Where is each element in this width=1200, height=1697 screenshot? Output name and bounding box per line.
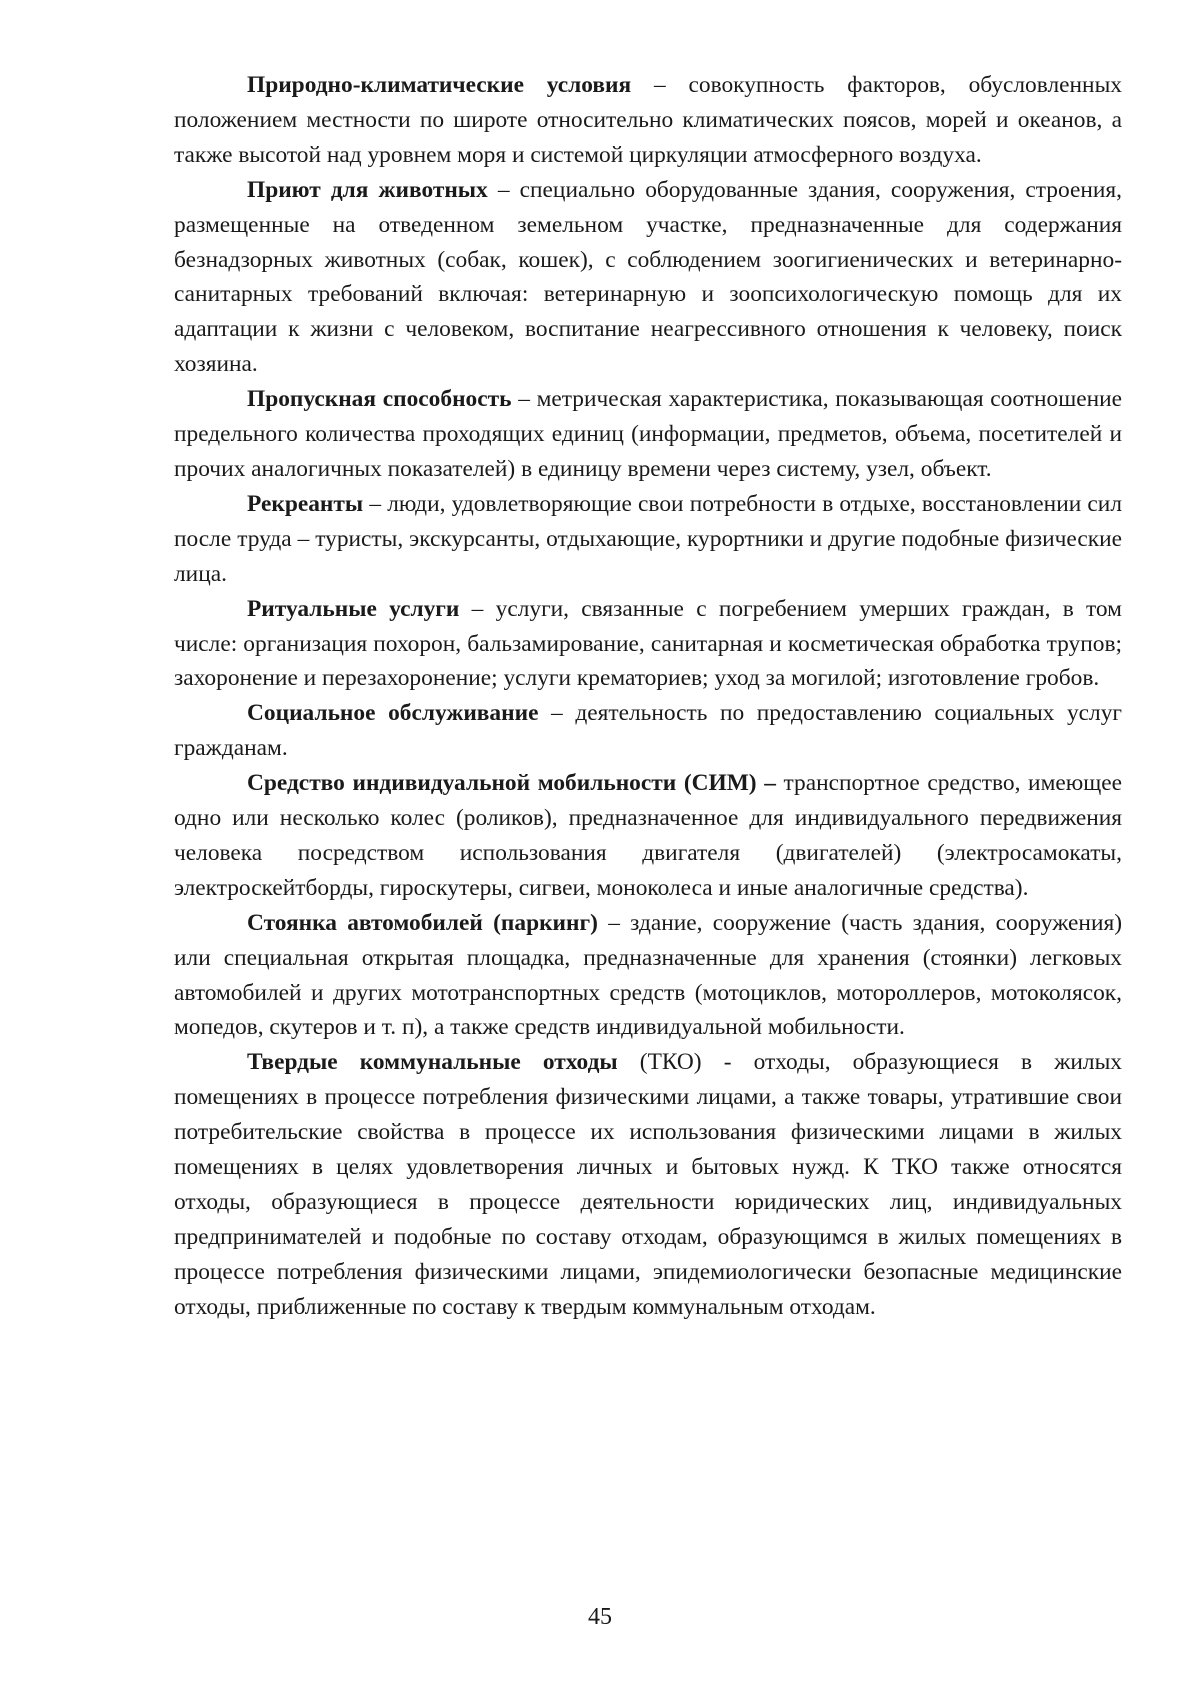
glossary-term: Стоянка автомобилей (паркинг)	[247, 909, 598, 936]
glossary-text	[174, 68, 1122, 1325]
glossary-entry	[174, 592, 1122, 697]
glossary-entry	[174, 173, 1122, 382]
glossary-definition: – совокупность факторов, обусловленных положением местности по широте относительно климатических поясов, морей и океанов, а также высотой над уровнем моря и системой циркуляции атмосферного воздуха.	[174, 72, 1122, 168]
glossary-entry	[174, 487, 1122, 592]
glossary-definition: – люди, удовлетворяющие свои потребности в отдыхе, восстановлении сил после труда – туристы, экскурсанты, отдыхающие, курортники и другие подобные физические лица.	[174, 490, 1122, 587]
glossary-entry	[174, 766, 1122, 906]
glossary-term: Природно-климатические условия	[247, 72, 632, 98]
glossary-entry	[174, 68, 1122, 173]
glossary-definition: – услуги, связанные с погребением умерших граждан, в том числе: организация похорон, бальзамирование, санитарная и косметическая обработка трупов; захоронение и перезахоронение; услуги крематориев; уход за могилой; изготовление гробов.	[174, 595, 1122, 692]
glossary-entry	[174, 696, 1122, 766]
glossary-definition: – деятельность по предоставлению социальных услуг гражданам.	[174, 700, 1122, 762]
glossary-term: Твердые коммунальные отходы	[247, 1049, 618, 1076]
glossary-entry	[174, 906, 1122, 1046]
glossary-definition: транспортное средство, имеющее одно или несколько колес (роликов), предназначенное для индивидуального передвижения человека посредством использования двигателя (двигателей) (электросамокаты, электроскейтборды, гироскутеры, сигвеи, моноколеса и иные аналогичные средства).	[174, 770, 1123, 901]
glossary-term: Приют для животных	[247, 176, 488, 203]
glossary-definition: – специально оборудованные здания, сооружения, строения, размещенные на отведенном земельном участке, предназначенные для содержания безнадзорных животных (собак, кошек), с соблюдением зоогигиенических и ветеринарно-санитарных требований включая: ветеринарную и зоопсихологическую помощь для их адаптации к жизни с человеком, воспитание неагрессивного отношения к человеку, поиск хозяина.	[174, 176, 1122, 378]
glossary-definition: – здание, сооружение (часть здания, сооружения) или специальная открытая площадка, предназначенные для хранения (стоянки) легковых автомобилей и других мототранспортных средств (мотоциклов, мотороллеров, мотоколясок, мопедов, скутеров и т. п), а также средств индивидуальной мобильности.	[174, 909, 1123, 1041]
glossary-definition: (ТКО) - отходы, образующиеся в жилых помещениях в процессе потребления физическими лицами, а также товары, утратившие свои потребительские свойства в процессе их использования физическими лицами в жилых помещениях в целях удовлетворения личных и бытовых нужд. К ТКО также относятся отходы, образующиеся в процессе деятельности юридических лиц, индивидуальных предпринимателей и подобные по составу отходам, образующимся в жилых помещениях в процессе потребления физическими лицами, эпидемиологически безопасные медицинские отходы, приближенные по составу к твердым коммунальным отходам.	[174, 1049, 1122, 1320]
glossary-entry	[174, 382, 1122, 487]
glossary-term: Пропускная способность	[247, 386, 512, 413]
glossary-entry	[174, 1045, 1122, 1324]
glossary-term: Ритуальные услуги	[247, 595, 460, 622]
glossary-definition: – метрическая характеристика, показывающая соотношение предельного количества проходящих единиц (информации, предметов, объема, посетителей и прочих аналогичных показателей) в единицу времени через систему, узел, объект.	[174, 386, 1123, 482]
page-number: 45	[588, 1604, 612, 1630]
glossary-term: Рекреанты	[247, 490, 364, 517]
glossary-term: Социальное обслуживание	[247, 700, 539, 727]
glossary-term: Средство индивидуальной мобильности (СИМ) –	[247, 770, 776, 797]
